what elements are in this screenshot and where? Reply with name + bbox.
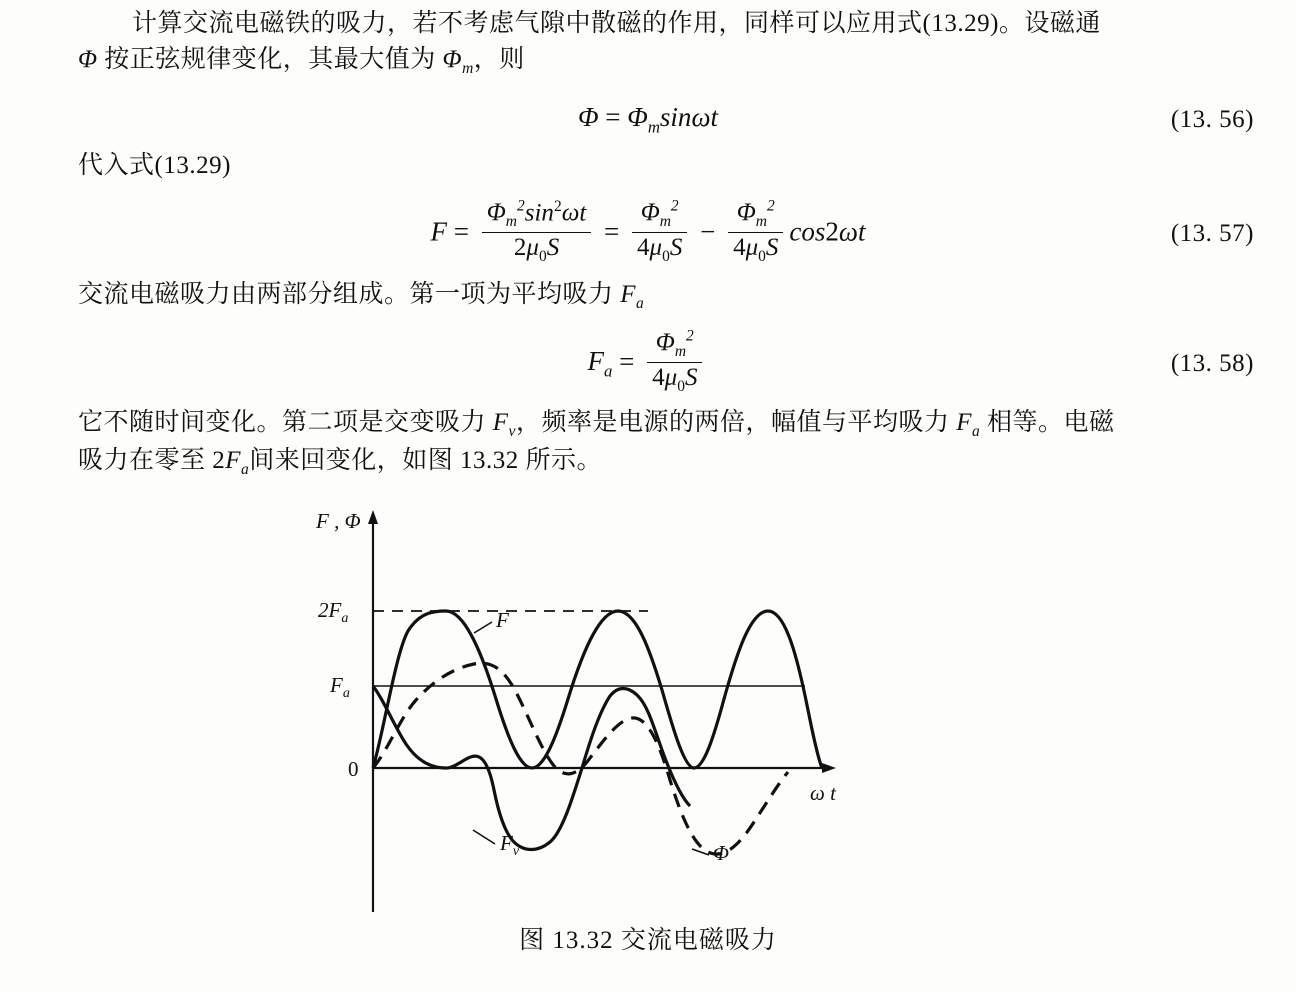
equation-13-56-number: (13. 56) (1170, 105, 1254, 133)
curve-label-fv: $F_v$ (500, 831, 520, 859)
paragraph-1-text-b: 按正弦规律变化，其最大值为 (104, 45, 436, 73)
figure-13-32 (0, 500, 1296, 970)
symbol-2fa: $F_a$ (225, 447, 250, 478)
paragraph-1-text-c: ，则 (473, 45, 525, 73)
paragraph-4-text-c: 相等。电磁 (986, 409, 1115, 436)
paragraph-3-text: 交流电磁吸力由两部分组成。第一项为平均吸力 (78, 281, 614, 308)
tick-fa-label: $F_a$ (330, 673, 350, 701)
leader-phi (692, 849, 709, 855)
figure-caption: 图 13.32 交流电磁吸力 (519, 927, 777, 954)
paragraph-4-text-b: ，频率是电源的两倍，幅值与平均吸力 (515, 409, 950, 436)
equation-13-58: $F_a$ = $\frac{\Phi_m^2}{4\mu_0S}$ (588, 330, 709, 398)
paragraph-1-text-a: 计算交流电磁铁的吸力，若不考虑气隙中散磁的作用，同样可以应用式(13.29)。设磁通 (132, 10, 1101, 37)
paragraph-1-line-1 (0, 6, 1296, 42)
paragraph-4 (0, 405, 1296, 481)
paragraph-3 (0, 277, 1296, 315)
y-axis-arrow (368, 510, 378, 524)
symbol-phi-m: $\Phi_m$ (442, 45, 474, 77)
paragraph-4-line-2: 吸力在零至 $2F_a$间来回变化，如图 13.32 所示。 (78, 447, 603, 478)
leader-fv (473, 830, 495, 844)
figure-chart (288, 500, 1008, 920)
paragraph-4-line-1 (0, 405, 1296, 443)
paragraph-4-text-a: 它不随时间变化。第二项是交变吸力 (78, 409, 487, 436)
equation-13-58-number: (13. 58) (1170, 350, 1254, 378)
paragraph-2 (0, 148, 1296, 184)
symbol-fv: $F_v$ (492, 409, 516, 440)
paragraph-4-text-d: 吸力在零至 (78, 447, 206, 474)
equation-13-57-number: (13. 57) (1170, 220, 1254, 248)
symbol-fa: $F_a$ (620, 281, 645, 312)
curve-label-f: F (496, 608, 509, 632)
equation-13-57-row (0, 200, 1296, 268)
equation-13-57: F = $\frac{\Phi_m^2\sin^2\omega t}{2\mu_0S}$ = $\frac{\Phi_m^2}{4\mu_0S}$ − $\frac{\Phi_m^2}{4\mu_0S}$ cos2ωt (430, 198, 866, 266)
equation-13-56-row (0, 102, 1296, 137)
tick-zero-label: 0 (348, 757, 359, 781)
paragraph-2-line (0, 148, 1296, 184)
tick-2fa-label: $2F_a$ (318, 598, 349, 626)
curve-label-phi: Φ (713, 841, 729, 865)
equation-13-56: $\Phi = \Phi_m\sin\omega t$ (577, 102, 719, 137)
paragraph-2-text: 代入式(13.29) (78, 152, 231, 179)
leader-f (474, 622, 492, 633)
x-axis-label: ω t (810, 781, 836, 805)
curve-f (373, 611, 822, 768)
paragraph-3-line (0, 277, 1296, 315)
paragraph-1 (0, 6, 1296, 80)
symbol-phi: Φ (78, 45, 98, 73)
equation-13-58-row (0, 330, 1296, 398)
symbol-fa-2: $F_a$ (956, 409, 981, 440)
paragraph-4-text-e: 间来回变化，如图 13.32 所示。 (249, 447, 603, 474)
x-axis-arrow (822, 763, 836, 773)
y-axis-label: F , Φ (316, 509, 361, 533)
paragraph-1-line-2 (0, 42, 1296, 80)
